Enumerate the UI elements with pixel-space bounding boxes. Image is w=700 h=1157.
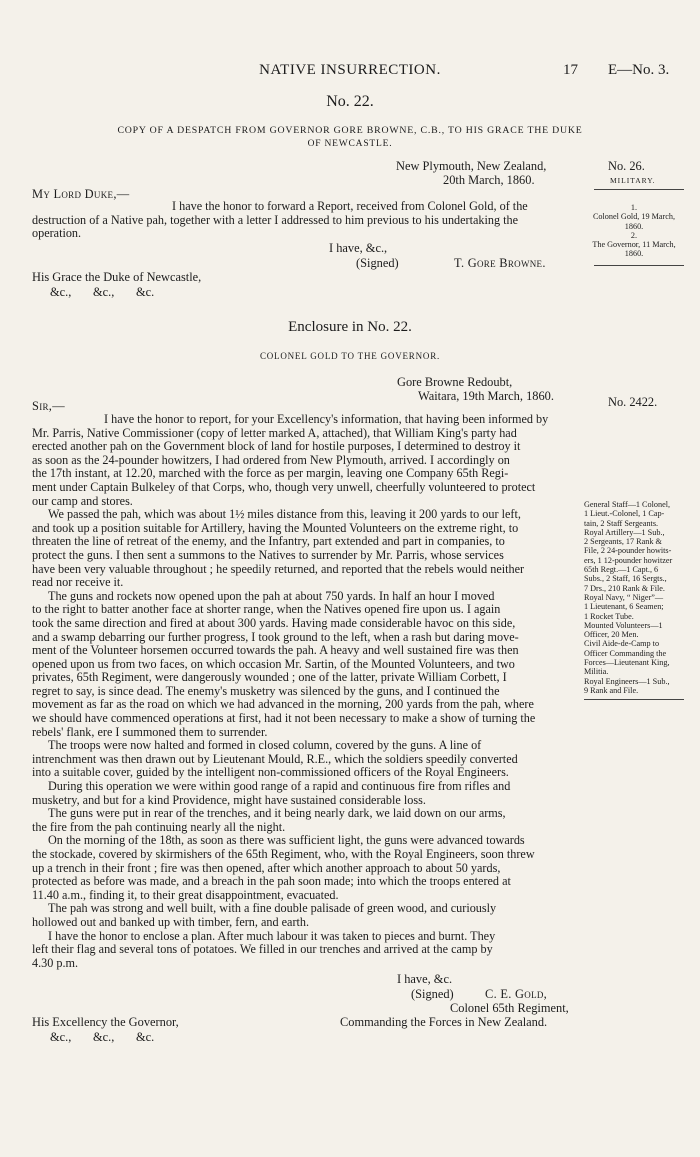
enclosure-signature: C. E. Gold, — [485, 987, 548, 1001]
body-line: privates, 65th Regiment, were dangerously wounded ; one of the latter, private William Corbett, I — [32, 670, 507, 685]
margin-rule — [594, 189, 684, 190]
body-line: The pah was strong and well built, with a fine double palisade of green wood, and curiously — [48, 901, 497, 916]
margin-note-line: Civil Aide-de-Camp to — [584, 639, 660, 649]
margin-rule — [584, 699, 684, 700]
enclosure-salutation: Sir,— — [32, 399, 65, 413]
body-line: destruction of a Native pah, together with a letter I addressed to him previous to his undertaking the — [32, 212, 519, 227]
margin-note-line: Officer, 20 Men. — [584, 630, 639, 640]
margin-note-line: 1. — [630, 203, 638, 212]
despatch-place: New Plymouth, New Zealand, — [396, 159, 547, 173]
margin-note-line: Mounted Volunteers—1 — [584, 620, 663, 630]
body-line: The troops were now halted and formed in closed column, covered by the guns. A line of — [48, 738, 482, 753]
enclosure-place: Gore Browne Redoubt, — [397, 375, 513, 389]
document-reference: E—No. 3. — [608, 62, 670, 78]
enclosure-addressee-line1: His Excellency the Governor, — [32, 1015, 179, 1029]
body-line: threaten the line of retreat of the enemy, and the Infantry, part extended and part in companies, to — [32, 534, 505, 549]
margin-rule — [594, 265, 684, 266]
margin-note-line: General Staff—1 Colonel, — [584, 500, 671, 509]
margin-note-line: Forces—Lieutenant King, — [584, 658, 670, 668]
body-line: hollowed out and banked up with timber, fern, and earth. — [32, 914, 310, 929]
body-line: left their flag and several tons of potatoes. We filled in our trenches and arrived at the camp by — [32, 942, 493, 957]
body-line: the 17th instant, at 12.20, marched with the force as per margin, leaving one Company 65th Regi- — [32, 466, 509, 481]
despatch-addressee-line1: His Grace the Duke of Newcastle, — [32, 270, 202, 284]
body-line: I have the honor to report, for your Excellency's information, that having been informed by — [104, 412, 549, 426]
margin-note-line: ers, 1 12-pounder howitzer — [584, 555, 673, 565]
enclosure-heading: Enclosure in No. 22. — [288, 319, 412, 335]
body-line: and a swamp debarring our further progress, I took ground to the left, when a rash but daring move- — [32, 629, 519, 644]
body-line: intrenchment was then drawn out by Lieutenant Mould, R.E., which the soldiers speedily converted — [32, 751, 518, 766]
body-line: We passed the pah, which was about 1½ miles distance from this, leaving it 200 yards to our left, — [48, 507, 521, 522]
enclosure-date: Waitara, 19th March, 1860. — [418, 389, 554, 403]
despatch-addressee-line2: &c., &c., &c. — [50, 285, 155, 299]
despatch-margin-category: MILITARY. — [610, 176, 656, 185]
enclosure-rank-line1: Colonel 65th Regiment, — [450, 1001, 569, 1015]
body-line: took the same direction and fired at about 300 yards. Having made considerable havoc on this side, — [32, 615, 516, 630]
margin-note-line: The Governor, 11 March, — [592, 240, 676, 250]
despatch-number-heading: No. 22. — [326, 93, 374, 110]
margin-note-line: Colonel Gold, 19 March, — [592, 212, 676, 222]
enclosure-closing: I have, &c. — [397, 972, 453, 986]
margin-note-line: 1860. — [624, 249, 644, 259]
body-line: regret to say, is since dead. The enemy's musketry was silenced by the guns, and I continued the — [32, 683, 500, 698]
body-line: movement as far as the road on which we had advanced in the morning, 200 yards from the pah, where — [32, 697, 534, 712]
enclosure-signed-label: (Signed) — [411, 987, 454, 1001]
body-line: as soon as the 24-pounder howitzers, I had ordered from New Plymouth, arrived. I accordingly on — [32, 452, 510, 467]
body-line: rebels' flank, ere I summoned them to surrender. — [32, 724, 268, 739]
margin-note-line: Subs., 2 Staff, 16 Sergts., — [584, 574, 667, 584]
body-line: I have the honor to forward a Report, received from Colonel Gold, of the — [172, 199, 528, 213]
body-line: we should have commenced operations at first, had it not been necessary to make a show of turning the — [32, 711, 536, 726]
body-line: up a trench in their front ; fire was then opened, after which another approach to about 50 yards, — [32, 860, 501, 875]
body-line: On the morning of the 18th, as soon as there was sufficient light, the guns were advanced towards — [48, 833, 525, 848]
body-line: protected as before was made, and a breach in the pah soon made; into which the troops entered at — [32, 874, 511, 889]
enclosure-margin-number: No. 2422. — [608, 395, 658, 409]
body-line: ment under Captain Bulkeley of that Corps, who, though very unwell, cheerfully volunteered to protect — [32, 479, 536, 494]
despatch-heading-line2: OF NEWCASTLE. — [307, 139, 393, 149]
margin-note-line: Officer Commanding the — [584, 648, 667, 658]
body-line: erected another pah on the Government block of land for hostile purposes, I determined to destroy it — [32, 439, 521, 454]
margin-note-line: Militia. — [584, 667, 609, 677]
despatch-margin-notes — [584, 203, 684, 259]
margin-note-line: 1860. — [624, 221, 644, 231]
body-line: read nor receive it. — [32, 575, 124, 590]
body-line: operation. — [32, 226, 82, 241]
margin-note-line: 1 Lieut.-Colonel, 1 Cap- — [584, 509, 665, 519]
body-line: During this operation we were within good range of a rapid and continuous fire from rifles and — [48, 779, 511, 794]
despatch-signature: T. Gore Browne. — [454, 256, 546, 270]
body-line: the stockade, covered by skirmishers of the 65th Regiment, who, with the Royal Engineers, soon threw — [32, 847, 535, 861]
margin-note-line: 65th Regt.—1 Capt., 6 — [584, 565, 659, 575]
margin-note-line: 1 Lieutenant, 6 Seamen; — [584, 602, 664, 612]
body-line: have been very valuable throughout ; he speedily returned, and reported that the rebels would neither — [32, 561, 525, 576]
margin-note-line: File, 2 24-pounder howits- — [584, 546, 672, 556]
margin-note-line: Royal Artillery—1 Sub., — [584, 527, 665, 537]
margin-note-line: 2 Sergeants, 17 Rank & — [584, 537, 662, 547]
enclosure-rank-line2: Commanding the Forces in New Zealand. — [340, 1015, 548, 1029]
body-line: our camp and stores. — [32, 493, 133, 508]
body-line: the fire from the pah continuing nearly all the night. — [32, 819, 286, 834]
body-line: protect the guns. I then sent a summons to the Natives to surrender by Mr. Parris, whose services — [32, 547, 504, 562]
despatch-salutation: My Lord Duke,— — [32, 187, 130, 201]
force-margin-notes — [584, 500, 684, 695]
despatch-margin-number: No. 26. — [608, 159, 645, 173]
page-number: 17 — [563, 62, 578, 78]
despatch-body — [32, 200, 580, 241]
body-line: The guns and rockets now opened upon the pah at about 750 yards. In half an hour I moved — [48, 588, 495, 603]
despatch-date: 20th March, 1860. — [443, 173, 535, 187]
margin-note-line: 9 Rank and File. — [584, 685, 639, 695]
enclosure-body — [32, 413, 580, 970]
margin-note-line: Royal Navy, “ Niger”— — [584, 592, 664, 602]
margin-note-line: 7 Drs., 210 Rank & File. — [584, 583, 665, 593]
margin-note-line: Royal Engineers—1 Sub., — [584, 676, 670, 686]
body-line: I have the honor to enclose a plan. After much labour it was taken to pieces and burnt. They — [48, 928, 496, 943]
body-line: to the right to batter another face at shorter range, when the Natives opened fire upon us. I again — [32, 602, 501, 617]
running-title: NATIVE INSURRECTION. — [259, 62, 441, 78]
despatch-signed-label: (Signed) — [356, 256, 399, 270]
body-line: ment of the Volunteer horsemen occurred towards the pah. A heavy and well sustained fire was then — [32, 643, 519, 658]
margin-note-line: 2. — [630, 230, 638, 240]
margin-note-line: 1 Rocket Tube. — [584, 611, 634, 621]
body-line: Mr. Parris, Native Commissioner (copy of letter marked A, attached), that William King's party had — [32, 425, 517, 440]
despatch-heading-line1: COPY OF A DESPATCH FROM GOVERNOR GORE BROWNE, C.B., TO HIS GRACE THE DUKE — [117, 125, 583, 136]
enclosure-subheading: COLONEL GOLD TO THE GOVERNOR. — [259, 351, 441, 361]
body-line: musketry, and but for a kind Providence, might have sustained considerable loss. — [32, 792, 426, 807]
despatch-closing: I have, &c., — [329, 241, 388, 255]
body-line: The guns were put in rear of the trenches, and it being nearly dark, we laid down on our arms, — [48, 806, 506, 821]
body-line: 4.30 p.m. — [32, 955, 79, 970]
margin-note-line: tain, 2 Staff Sergeants. — [584, 518, 659, 528]
enclosure-addressee-line2: &c., &c., &c. — [50, 1030, 155, 1044]
body-line: and took up a position suitable for Artillery, having the Mounted Volunteers on the extreme right, to — [32, 520, 519, 535]
body-line: 11.40 a.m., finding it, to their great disappointment, evacuated. — [32, 887, 339, 902]
body-line: into a suitable cover, guided by the intelligent non-commissioned officers of the Royal Engineers. — [32, 765, 509, 780]
body-line: opened upon us from two faces, on which occasion Mr. Sartin, of the Mounted Volunteers, and two — [32, 656, 515, 671]
